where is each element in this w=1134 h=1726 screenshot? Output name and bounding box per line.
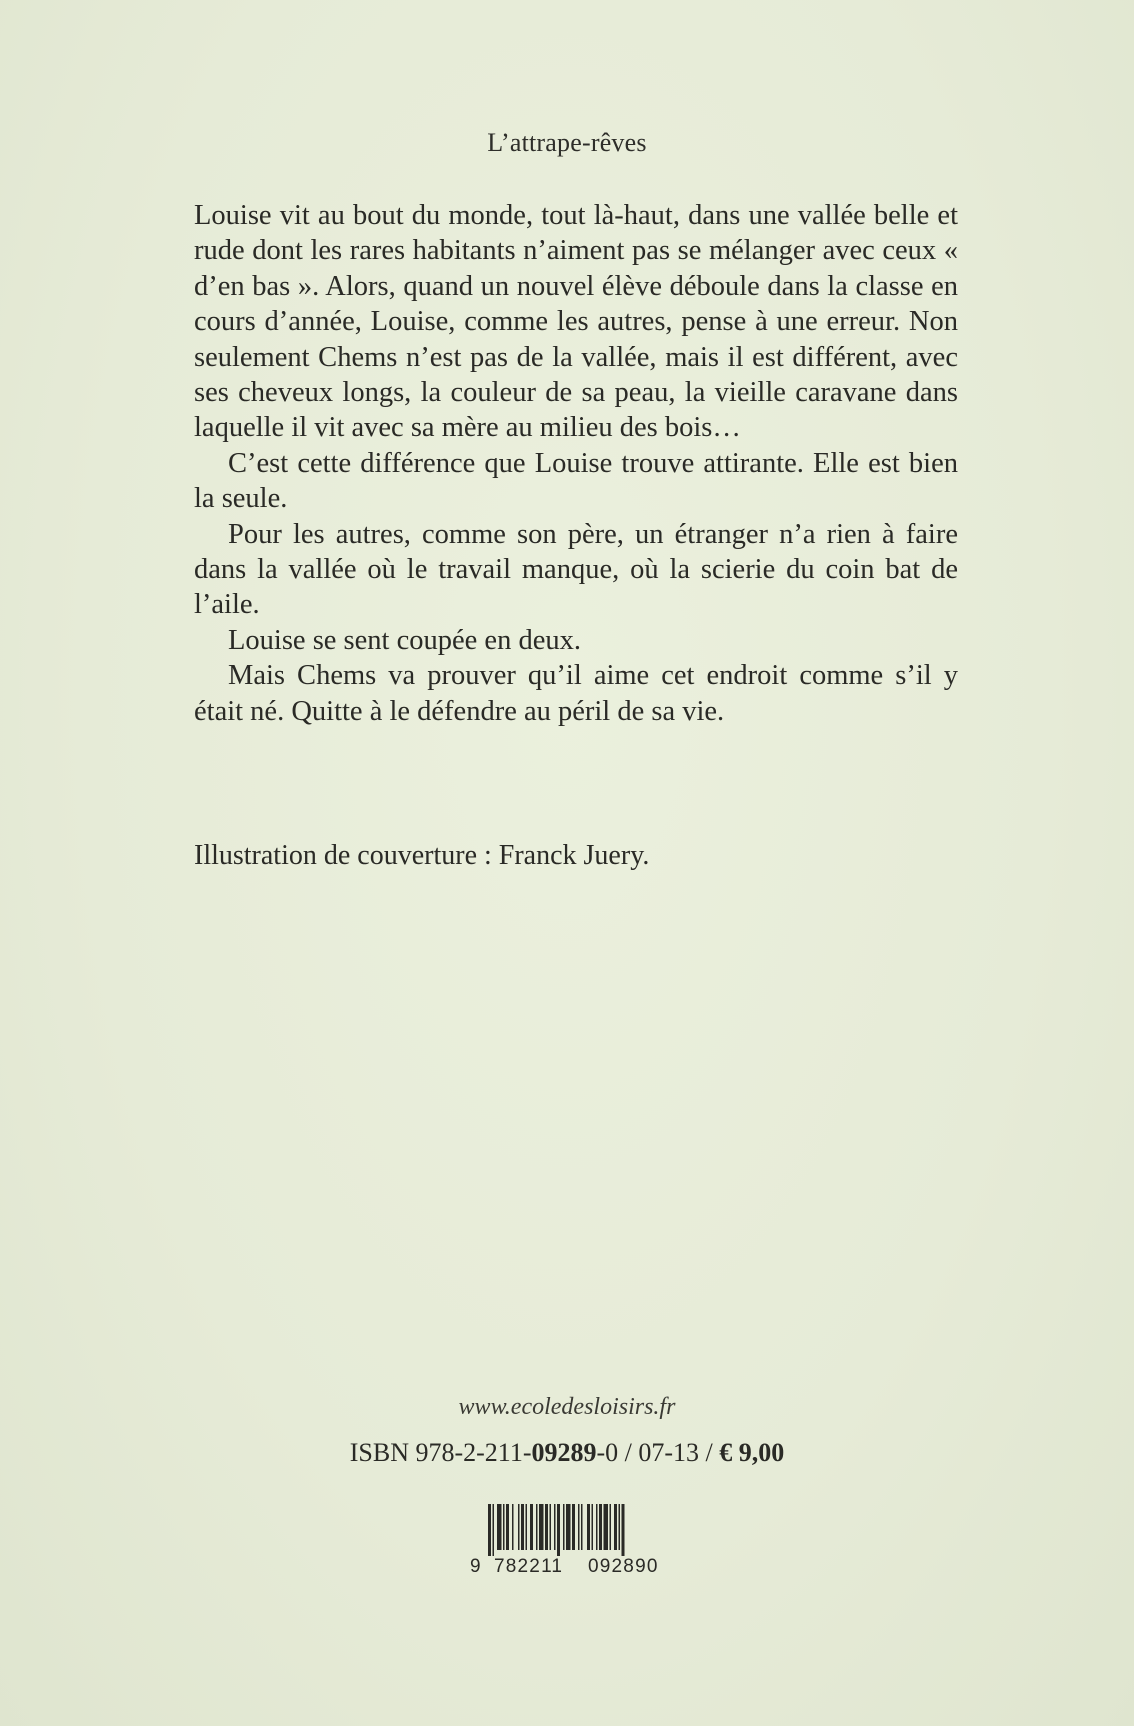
barcode-bar: [587, 1504, 590, 1550]
barcode-bar: [604, 1504, 609, 1550]
barcode-bar: [518, 1504, 520, 1550]
blurb-paragraph: Louise vit au bout du monde, tout là-haut, dans une vallée belle et rude dont les rares habitants n’aiment pas se mélanger avec ceux « d’en bas ». Alors, quand un nouvel élève déboule dans la classe en cours d’année, Louise, comme les autres, pense à une erreur. Non seulement Chems n’est pas de la vallée, mais il est différent, avec ses cheveux longs, la couleur de sa peau, la vieille caravane dans laquelle il vit avec sa mère au milieu des bois…: [194, 200, 958, 444]
barcode-bar: [592, 1504, 594, 1550]
barcode-bar: [599, 1504, 602, 1550]
isbn-bold-part: 09289: [531, 1438, 597, 1467]
barcode-bar: [563, 1504, 565, 1550]
barcode-bar: [530, 1504, 533, 1550]
barcode-bar: [539, 1504, 544, 1550]
publisher-website: www.ecoledesloisirs.fr: [458, 1394, 676, 1420]
barcode-bar: [512, 1504, 514, 1550]
blurb: [194, 198, 958, 729]
barcode-bar: [581, 1504, 583, 1550]
barcode-bar: [614, 1504, 617, 1550]
barcode-bar: [497, 1504, 502, 1550]
blurb-paragraph: Mais Chems va prouver qu’il aime cet endroit comme s’il y était né. Quitte à le défendre au péril de sa vie.: [194, 660, 958, 727]
barcode-bar: [572, 1504, 575, 1550]
blurb-paragraph: Pour les autres, comme son père, un étranger n’a rien à faire dans la vallée où le travail manque, où la scierie du coin bat de l’aile.: [194, 518, 958, 621]
barcode-bar: [557, 1504, 560, 1556]
barcode-bar: [619, 1504, 621, 1550]
barcode-bar: [503, 1504, 505, 1550]
barcode-bar: [506, 1504, 509, 1550]
isbn-suffix: -0 / 07-13 /: [596, 1438, 720, 1467]
barcode-group-right: 092890: [588, 1556, 659, 1577]
barcode-bar: [545, 1504, 548, 1550]
blurb-paragraph: C’est cette différence que Louise trouve attirante. Elle est bien la seule.: [194, 447, 958, 515]
barcode-first-digit: 9: [470, 1556, 482, 1577]
barcode-group-left: 782211: [494, 1556, 564, 1577]
barcode: [470, 1504, 690, 1580]
barcode-bar: [610, 1504, 612, 1550]
barcode-bar: [622, 1504, 625, 1556]
barcode-bar: [536, 1504, 538, 1550]
book-title: L’attrape-rêves: [487, 128, 647, 157]
barcode-bar: [488, 1504, 491, 1556]
barcode-bar: [566, 1504, 571, 1550]
blurb-paragraph: Louise se sent coupée en deux.: [228, 624, 581, 656]
illustration-credit: Illustration de couverture : Franck Juery.: [194, 840, 650, 871]
barcode-bar: [493, 1504, 495, 1556]
barcode-bar: [526, 1504, 528, 1550]
isbn-prefix: ISBN 978-2-211-: [349, 1438, 532, 1467]
barcode-bar: [550, 1504, 552, 1550]
barcode-bar: [521, 1504, 524, 1550]
barcode-bars: [486, 1504, 676, 1556]
barcode-bar: [554, 1504, 556, 1550]
isbn-price-line: [0, 1438, 1134, 1468]
price: € 9,00: [719, 1438, 785, 1467]
barcode-bar: [578, 1504, 580, 1550]
barcode-bar: [596, 1504, 598, 1550]
